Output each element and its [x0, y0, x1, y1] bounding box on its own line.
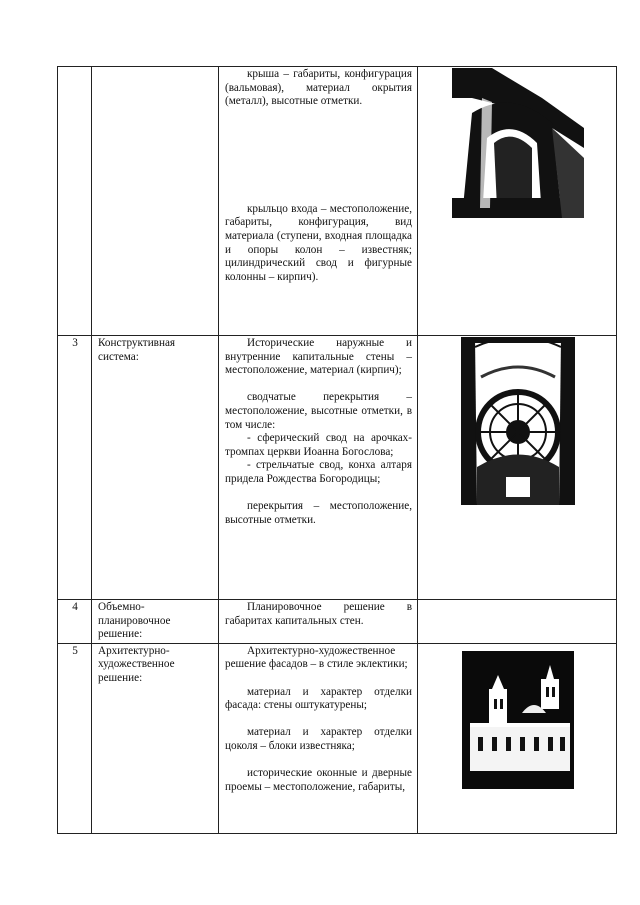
- description-paragraph: крыльцо входа – местоположение, габариты, конфигурация, вид материала (ступени, входная площадка и опоры колон – известняк; цилиндрический свод и фигурные колонны – кирпич).: [225, 202, 412, 283]
- description-paragraph: - сферический свод на арочках-тромпах церкви Иоанна Богослова;: [225, 432, 412, 458]
- description-paragraph: материал и характер отделки цоколя – блоки известняка;: [225, 726, 412, 752]
- element-description: [219, 600, 418, 644]
- row-number: 4: [58, 600, 92, 644]
- element-description: [219, 336, 418, 600]
- description-paragraph: крыша – габариты, конфигурация (вальмовая), материал окрытия (металл), высотные отметки.: [225, 68, 412, 108]
- element-description: [219, 67, 418, 336]
- description-paragraph: - стрельчатые свод, конха алтаря придела Рождества Богородицы;: [225, 459, 412, 485]
- element-name: Объемно-планировочное решение:: [92, 600, 219, 644]
- description-paragraph: сводчатые перекрытия – местоположение, высотные отметки, в том числе:: [225, 391, 412, 431]
- element-name: Конструктивная система:: [92, 336, 219, 600]
- roof-porch-photo: [452, 68, 584, 218]
- table-row: [58, 643, 617, 833]
- table-row: [58, 600, 617, 644]
- row-number: 3: [58, 336, 92, 600]
- description-paragraph: материал и характер отделки фасада: стены оштукатурены;: [225, 685, 412, 712]
- description-paragraph: Архитектурно-художественное решение фасадов – в стиле эклектики;: [225, 644, 408, 671]
- row-number: [58, 67, 92, 336]
- description-paragraph: исторические оконные и дверные проемы – местоположение, габариты,: [225, 767, 412, 793]
- row-number: 5: [58, 643, 92, 833]
- description-paragraph: Планировочное решение в габаритах капитальных стен.: [225, 601, 412, 627]
- table-row: [58, 67, 617, 336]
- church-facade-photo: [462, 651, 574, 789]
- photo-cell: [418, 336, 617, 600]
- vault-interior-photo: [461, 337, 575, 505]
- element-description: [219, 643, 418, 833]
- photo-cell: [418, 67, 617, 336]
- monument-protection-table: [57, 66, 617, 834]
- photo-cell: [418, 600, 617, 644]
- element-name: [92, 67, 219, 336]
- description-paragraph: Исторические наружные и внутренние капитальные стены – местоположение, материал (кирпич);: [225, 337, 412, 377]
- element-name: Архитектурно-художественное решение:: [92, 643, 219, 833]
- description-paragraph: перекрытия – местоположение, высотные отметки.: [225, 500, 412, 526]
- table-row: [58, 336, 617, 600]
- photo-cell: [418, 643, 617, 833]
